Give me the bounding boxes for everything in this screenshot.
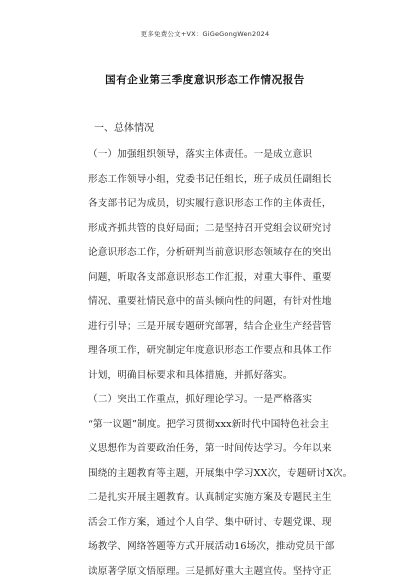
text-line: 计划，明确目标要求和具体措施，并抓好落实。: [88, 364, 340, 389]
document-body: [88, 120, 340, 584]
text-line: 进行引导；三是开展专题研究部署，结合企业生产经营管: [88, 315, 340, 340]
paragraph-lines: [88, 143, 340, 584]
text-line: （一）加强组织领导，落实主体责任。一是成立意识: [88, 143, 340, 168]
text-line: 形成齐抓共管的良好局面；二是坚持召开党组会议研究讨: [88, 217, 340, 242]
header-note: 更多免费公文+VX：GiGeGongWen2024: [0, 29, 410, 38]
text-line: 问题，听取各支部意识形态工作汇报，对重大事件、重要: [88, 266, 340, 291]
text-line: 活会工作方案，通过个人自学、集中研讨、专题党课、现: [88, 511, 340, 536]
text-line: 论意识形态工作，分析研判当前意识形态领域存在的突出: [88, 241, 340, 266]
text-line: 读原著学原文悟原理。三是抓好重大主题宣传。坚持守正: [88, 560, 340, 584]
text-line: （二）突出工作重点，抓好理论学习。一是严格落实: [88, 388, 340, 413]
text-line: 各支部书记为成员，切实履行意识形态工作的主体责任，: [88, 192, 340, 217]
text-line: 理各项工作，研究制定年度意识形态工作要点和具体工作: [88, 339, 340, 364]
text-line: 义思想作为首要政治任务，第一时间传达学习。今年以来: [88, 437, 340, 462]
text-line: 场教学、网络答题等方式开展活动16场次，推动党员干部: [88, 535, 340, 560]
text-line: “第一议题”制度。把学习贯彻xxx新时代中国特色社会主: [88, 413, 340, 438]
text-line: 情况、重要社情民意中的苗头倾向性的问题，有针对性地: [88, 290, 340, 315]
section-heading: 一、总体情况: [94, 120, 340, 138]
text-line: 形态工作领导小组，党委书记任组长，班子成员任副组长: [88, 168, 340, 193]
text-line: 围绕的主题教育等主题，开展集中学习XX次，专题研讨X次。: [88, 462, 340, 487]
text-line: 二是扎实开展主题教育。认真制定实施方案及专题民主生: [88, 486, 340, 511]
document-title: 国有企业第三季度意识形态工作情况报告: [0, 72, 410, 87]
